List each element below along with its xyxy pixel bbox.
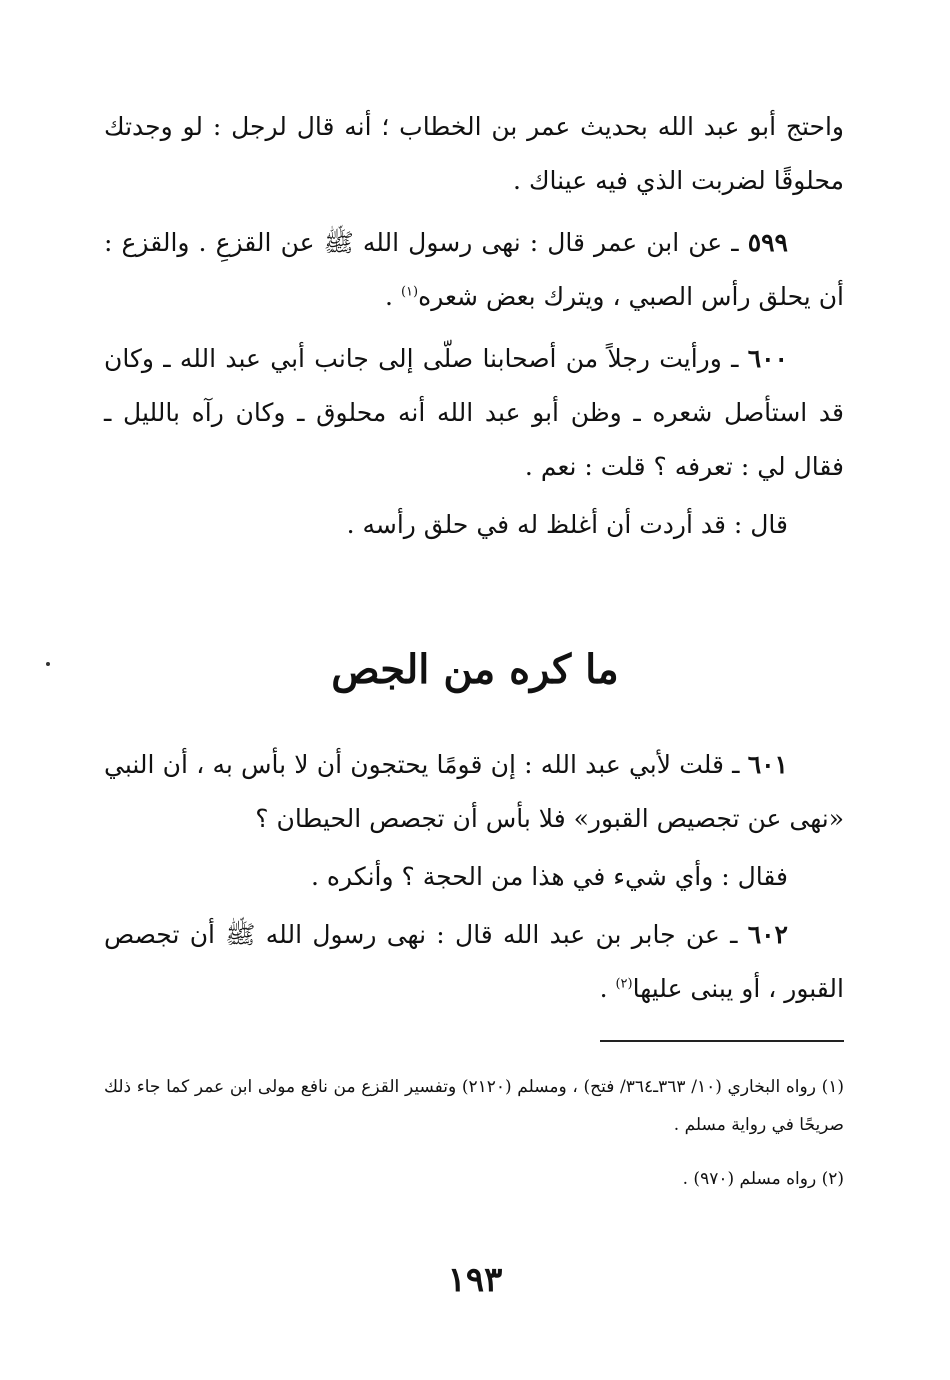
paragraph-602 (104, 908, 844, 1016)
paragraph-tail: . (599, 974, 616, 1003)
paragraph-number: ٦٠٢ (747, 920, 788, 949)
paragraph-text: ـ عن جابر بن عبد الله قال : نهى رسول الله ﷺ أن تجصص القبور ، أو يبنى عليها (104, 920, 844, 1003)
paragraph-text: ـ عن ابن عمر قال : نهى رسول الله ﷺ عن القزعِ . والقزع : أن يحلق رأس الصبي ، ويترك بعض شعره (104, 228, 844, 311)
paragraph-text: ـ قلت لأبي عبد الله : إن قومًا يحتجون أن لا بأس به ، أن النبي «نهى عن تجصيص القبور» فلا بأس أن تجصص الحيطان ؟ (104, 750, 844, 833)
paragraph-text: قال : قد أردت أن أغلظ له في حلق رأسه . (346, 510, 788, 539)
paragraph-600 (104, 332, 844, 494)
paragraph-600-continued (104, 498, 844, 552)
footnote-marker: (١) (400, 284, 419, 300)
footnote-2: (٢) رواه مسلم (٩٧٠) . (682, 1169, 844, 1189)
paragraph-text: فقال : وأي شيء في هذا من الحجة ؟ وأنكره . (311, 862, 788, 891)
paragraph-number: ٥٩٩ (747, 228, 788, 257)
paragraph-intro (104, 100, 844, 208)
footnote-1: (١) رواه البخاري (١٠/ ٣٦٣ـ٣٦٤/ فتح) ، ومسلم (٢١٢٠) وتفسير القزع من نافع مولى ابن عمر كما جاء ذلك صريحًا في رواية مسلم . (104, 1077, 844, 1135)
body-text-bottom (104, 738, 844, 1016)
paragraph-number: ٦٠٠ (747, 344, 788, 373)
footnotes (104, 1068, 844, 1198)
body-text-top (104, 100, 844, 552)
paragraph-text: واحتج أبو عبد الله بحديث عمر بن الخطاب ؛ أنه قال لرجل : لو وجدتك محلوقًا لضربت الذي فيه عيناك . (104, 112, 844, 195)
paragraph-601 (104, 738, 844, 846)
page-number: ١٩٣ (447, 1260, 503, 1300)
footnote-marker: (٢) (615, 976, 633, 992)
paragraph-tail: . (385, 282, 401, 311)
paragraph-599 (104, 216, 844, 324)
section-heading: ما كره من الجص (331, 646, 619, 694)
paragraph-number: ٦٠١ (747, 750, 788, 779)
footnote-separator (600, 1040, 844, 1042)
paragraph-text: ـ ورأيت رجلاً من أصحابنا صلّى إلى جانب أبي عبد الله ـ وكان قد استأصل شعره ـ وظن أبو عبد الله أنه محلوق ـ وكان رآه بالليل ـ فقال لي : تعرفه ؟ قلت : نعم . (104, 344, 844, 481)
paragraph-601-continued (104, 850, 844, 904)
